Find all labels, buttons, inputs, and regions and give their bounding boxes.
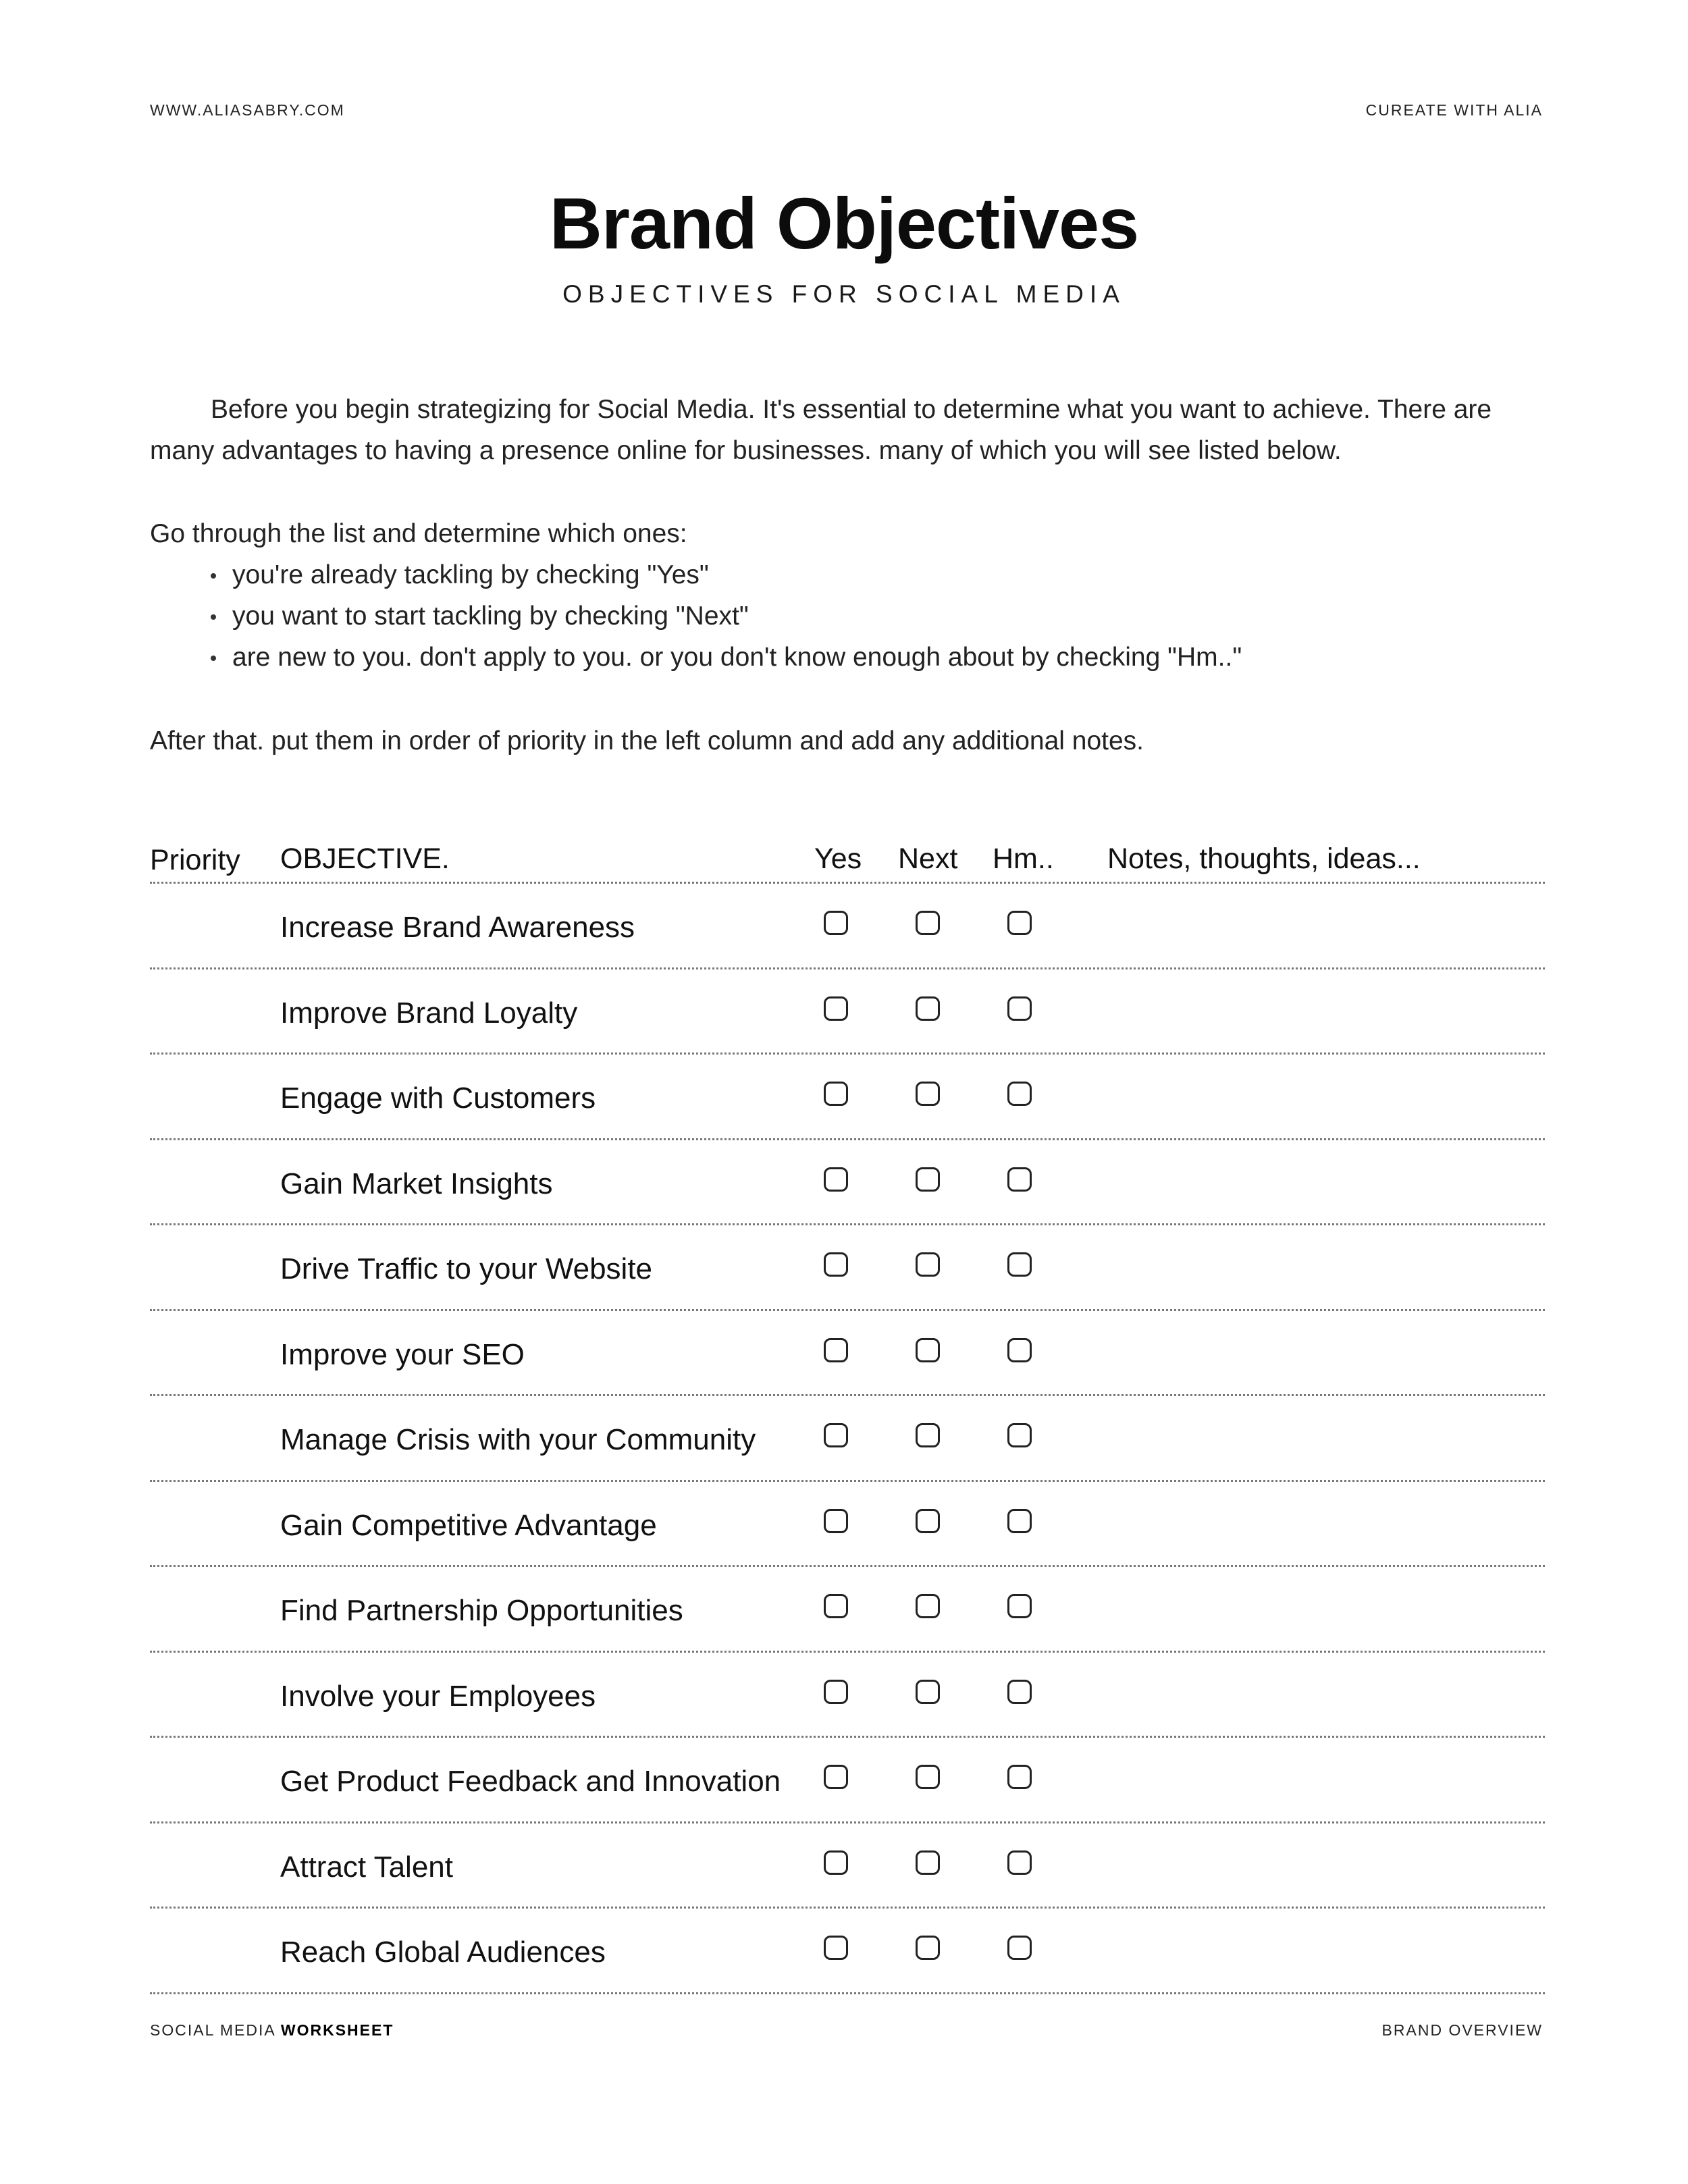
table-row	[150, 1909, 1545, 1994]
objective-label: Improve your SEO	[280, 1337, 525, 1371]
table-row	[150, 969, 1545, 1055]
header-next: Next	[898, 843, 958, 875]
hm-checkbox[interactable]	[1007, 1252, 1032, 1277]
table-row	[150, 1311, 1545, 1397]
table-row	[150, 1225, 1545, 1311]
list-item: you want to start tackling by checking "Next"	[211, 595, 1541, 637]
next-checkbox[interactable]	[916, 1936, 940, 1960]
next-checkbox[interactable]	[916, 1167, 940, 1192]
objective-label: Involve your Employees	[280, 1679, 596, 1713]
objective-label: Engage with Customers	[280, 1082, 596, 1115]
table-header	[150, 830, 1545, 884]
hm-checkbox[interactable]	[1007, 1509, 1032, 1533]
yes-checkbox[interactable]	[824, 1082, 848, 1106]
brand-tagline: CUREATE WITH ALIA	[1365, 101, 1543, 119]
next-checkbox[interactable]	[916, 996, 940, 1021]
hm-checkbox[interactable]	[1007, 1765, 1032, 1789]
table-row	[150, 1567, 1545, 1653]
footer-left-prefix: SOCIAL MEDIA	[150, 2021, 275, 2039]
yes-checkbox[interactable]	[824, 1850, 848, 1875]
table-row	[150, 1823, 1545, 1909]
objective-label: Reach Global Audiences	[280, 1936, 606, 1969]
yes-checkbox[interactable]	[824, 1680, 848, 1704]
footer-left-bold: WORKSHEET	[280, 2021, 394, 2039]
objective-label: Manage Crisis with your Community	[280, 1423, 756, 1456]
yes-checkbox[interactable]	[824, 1594, 848, 1618]
table-body	[150, 884, 1545, 1994]
objective-label: Drive Traffic to your Website	[280, 1252, 653, 1285]
header-hm: Hm..	[993, 843, 1054, 875]
table-row	[150, 1482, 1545, 1568]
yes-checkbox[interactable]	[824, 1167, 848, 1192]
next-checkbox[interactable]	[916, 1765, 940, 1789]
yes-checkbox[interactable]	[824, 1936, 848, 1960]
next-checkbox[interactable]	[916, 1252, 940, 1277]
table-row	[150, 1055, 1545, 1140]
yes-checkbox[interactable]	[824, 911, 848, 935]
header-notes: Notes, thoughts, ideas...	[1107, 843, 1421, 875]
objective-label: Increase Brand Awareness	[280, 911, 635, 944]
objective-label: Find Partnership Opportunities	[280, 1594, 683, 1627]
yes-checkbox[interactable]	[824, 1509, 848, 1533]
next-checkbox[interactable]	[916, 1509, 940, 1533]
table-row	[150, 1738, 1545, 1823]
next-checkbox[interactable]	[916, 1338, 940, 1362]
list-item: are new to you. don't apply to you. or you don't know enough about by checking "Hm.."	[211, 637, 1541, 678]
yes-checkbox[interactable]	[824, 996, 848, 1021]
next-checkbox[interactable]	[916, 1680, 940, 1704]
objectives-table	[150, 830, 1545, 1994]
objective-label: Gain Competitive Advantage	[280, 1508, 657, 1542]
yes-checkbox[interactable]	[824, 1765, 848, 1789]
instructions	[150, 513, 1541, 678]
hm-checkbox[interactable]	[1007, 1594, 1032, 1618]
page-subtitle: OBJECTIVES FOR SOCIAL MEDIA	[562, 280, 1126, 308]
objective-label: Attract Talent	[280, 1850, 453, 1884]
next-checkbox[interactable]	[916, 1850, 940, 1875]
hm-checkbox[interactable]	[1007, 911, 1032, 935]
hm-checkbox[interactable]	[1007, 1167, 1032, 1192]
yes-checkbox[interactable]	[824, 1338, 848, 1362]
footer-right: BRAND OVERVIEW	[1381, 2021, 1543, 2039]
hm-checkbox[interactable]	[1007, 1936, 1032, 1960]
header-yes: Yes	[814, 843, 862, 875]
instructions-list	[150, 554, 1541, 678]
hm-checkbox[interactable]	[1007, 1338, 1032, 1362]
footer-left	[150, 2021, 394, 2040]
next-checkbox[interactable]	[916, 1594, 940, 1618]
table-row	[150, 1396, 1545, 1482]
list-item: you're already tackling by checking "Yes"	[211, 554, 1541, 595]
instructions-lead: Go through the list and determine which ones:	[150, 519, 687, 548]
table-row	[150, 1653, 1545, 1738]
hm-checkbox[interactable]	[1007, 1082, 1032, 1106]
next-checkbox[interactable]	[916, 1423, 940, 1447]
hm-checkbox[interactable]	[1007, 1680, 1032, 1704]
table-row	[150, 1140, 1545, 1226]
hm-checkbox[interactable]	[1007, 1850, 1032, 1875]
header-objective: OBJECTIVE.	[280, 843, 450, 875]
after-paragraph: After that. put them in order of priority in the left column and add any additional notes.	[150, 726, 1144, 755]
hm-checkbox[interactable]	[1007, 1423, 1032, 1447]
next-checkbox[interactable]	[916, 1082, 940, 1106]
header-priority: Priority	[150, 844, 240, 876]
yes-checkbox[interactable]	[824, 1423, 848, 1447]
hm-checkbox[interactable]	[1007, 996, 1032, 1021]
yes-checkbox[interactable]	[824, 1252, 848, 1277]
objective-label: Get Product Feedback and Innovation	[280, 1765, 781, 1798]
intro-paragraph: Before you begin strategizing for Social Media. It's essential to determine what you want to achieve. There are many advantages to having a presence online for businesses. many of which you will see listed below.	[150, 395, 1492, 465]
next-checkbox[interactable]	[916, 911, 940, 935]
objective-label: Gain Market Insights	[280, 1167, 553, 1200]
website-url: WWW.ALIASABRY.COM	[150, 101, 345, 119]
objective-label: Improve Brand Loyalty	[280, 996, 578, 1030]
page-title: Brand Objectives	[549, 182, 1139, 264]
table-row	[150, 884, 1545, 969]
